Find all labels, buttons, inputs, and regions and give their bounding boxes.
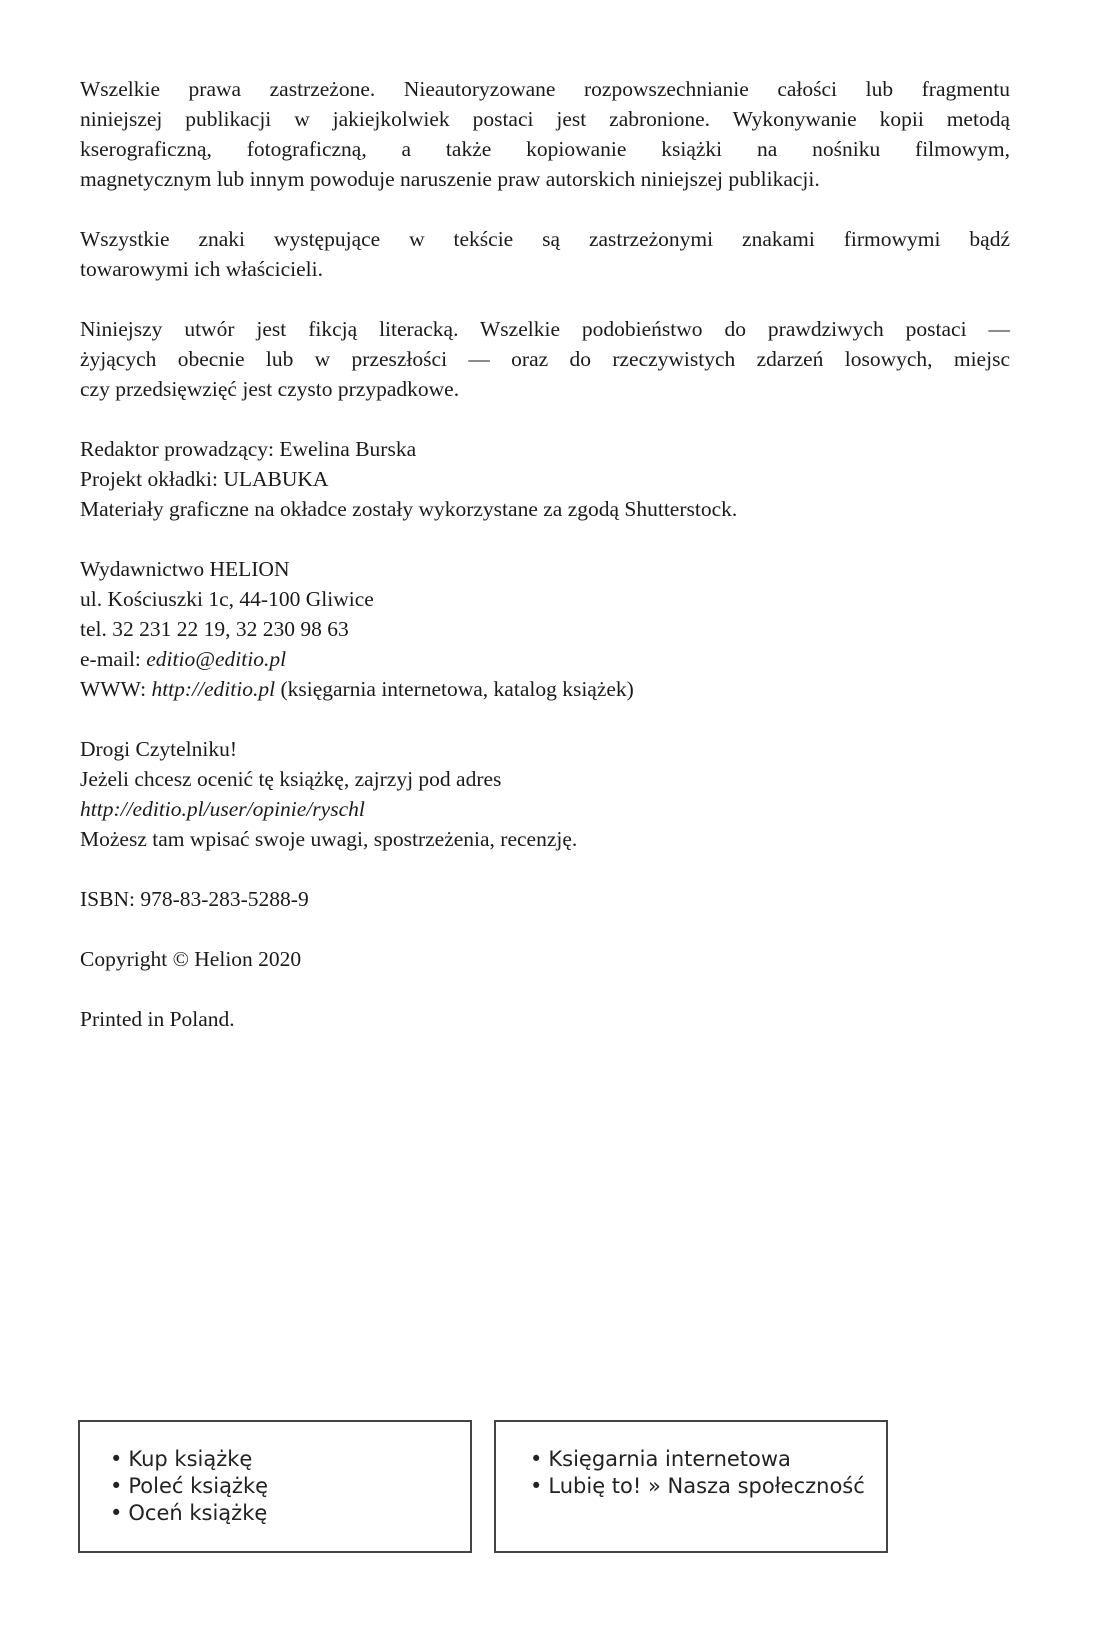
isbn-paragraph xyxy=(80,884,1010,914)
online-bookstore-link[interactable] xyxy=(530,1446,886,1473)
rights-line: magnetycznym lub innym powoduje naruszenie praw autorskich niniejszej publikacji. xyxy=(80,167,820,191)
publisher-phone: tel. 32 231 22 19, 32 230 98 63 xyxy=(80,617,349,641)
recommend-book-label: Poleć książkę xyxy=(128,1474,269,1498)
reader-paragraph xyxy=(80,734,1010,854)
fiction-line: czy przedsięwzięć jest czysto przypadkowe. xyxy=(80,377,460,401)
rights-line: Wszelkie prawa zastrzeżone. Nieautoryzowane rozpowszechnianie całości lub fragmentu xyxy=(80,77,1010,101)
publisher-name: Wydawnictwo HELION xyxy=(80,557,290,581)
trademarks-line: Wszystkie znaki występujące w tekście są zastrzeżonymi znakami firmowymi bądź xyxy=(80,227,1010,251)
recommend-book-link[interactable] xyxy=(110,1473,470,1500)
reader-prompt: Jeżeli chcesz ocenić tę książkę, zajrzyj pod adres xyxy=(80,767,502,791)
email-link[interactable]: editio@editio.pl xyxy=(146,647,287,671)
copyright-text: Copyright © Helion 2020 xyxy=(80,947,302,971)
buy-book-label: Kup książkę xyxy=(128,1447,253,1471)
reader-note: Możesz tam wpisać swoje uwagi, spostrzeżenia, recenzję. xyxy=(80,827,578,851)
cover-credit: Projekt okładki: ULABUKA xyxy=(80,467,329,491)
reader-url-line xyxy=(80,794,1010,824)
trademarks-line: towarowymi ich właścicieli. xyxy=(80,257,323,281)
trademarks-paragraph xyxy=(80,224,1010,284)
www-link[interactable]: http://editio.pl xyxy=(151,677,276,701)
rate-book-link[interactable] xyxy=(110,1500,470,1527)
reader-greeting: Drogi Czytelniku! xyxy=(80,737,238,761)
community-link[interactable] xyxy=(530,1473,886,1500)
copyright-paragraph xyxy=(80,944,1010,974)
bullet: • xyxy=(530,1447,543,1471)
printed-text: Printed in Poland. xyxy=(80,1007,235,1031)
rights-line: niniejszej publikacji w jakiejkolwiek postaci jest zabronione. Wykonywanie kopii metodą xyxy=(80,107,1010,131)
buy-book-link[interactable] xyxy=(110,1446,470,1473)
copyright-page xyxy=(80,74,1010,1064)
credits-paragraph xyxy=(80,434,1010,524)
online-bookstore-label: Księgarnia internetowa xyxy=(548,1447,791,1471)
rights-line: kserograficzną, fotograficzną, a także kopiowanie książki na nośniku filmowym, xyxy=(80,137,1010,161)
www-label: WWW: xyxy=(80,677,152,701)
store-links-box xyxy=(494,1420,888,1553)
book-actions-box xyxy=(78,1420,472,1553)
opinion-url-link[interactable]: http://editio.pl/user/opinie/ryschl xyxy=(80,797,365,821)
isbn-text: ISBN: 978-83-283-5288-9 xyxy=(80,887,309,911)
www-suffix: (księgarnia internetowa, katalog książek) xyxy=(275,677,634,701)
rights-paragraph xyxy=(80,74,1010,194)
bullet: • xyxy=(110,1447,123,1471)
publisher-www-line xyxy=(80,674,1010,704)
fiction-line: żyjących obecnie lub w przeszłości — oraz do rzeczywistych zdarzeń losowych, miejsc xyxy=(80,347,1010,371)
bullet: • xyxy=(530,1474,543,1498)
bullet: • xyxy=(110,1501,123,1525)
editor-credit: Redaktor prowadzący: Ewelina Burska xyxy=(80,437,417,461)
graphics-credit: Materiały graficzne na okładce zostały wykorzystane za zgodą Shutterstock. xyxy=(80,497,738,521)
publisher-paragraph xyxy=(80,554,1010,704)
fiction-line: Niniejszy utwór jest fikcją literacką. Wszelkie podobieństwo do prawdziwych postaci — xyxy=(80,317,1010,341)
printed-paragraph xyxy=(80,1004,1010,1034)
publisher-email-line xyxy=(80,644,1010,674)
rate-book-label: Oceń książkę xyxy=(128,1501,268,1525)
publisher-address: ul. Kościuszki 1c, 44-100 Gliwice xyxy=(80,587,374,611)
action-boxes xyxy=(78,1420,886,1557)
email-label: e-mail: xyxy=(80,647,147,671)
bullet: • xyxy=(110,1474,123,1498)
fiction-paragraph xyxy=(80,314,1010,404)
community-label: Lubię to! » Nasza społeczność xyxy=(548,1474,865,1498)
